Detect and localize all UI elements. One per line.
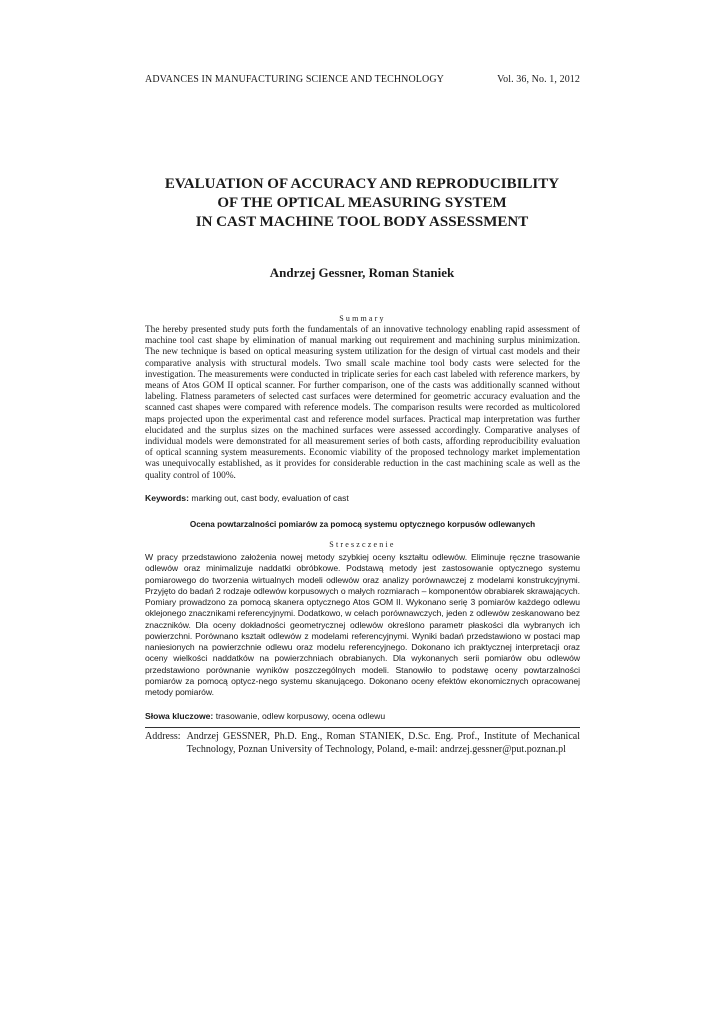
- title-line-2: OF THE OPTICAL MEASURING SYSTEM: [217, 195, 507, 211]
- summary-text: The hereby presented study puts forth the fundamentals of an innovative technology enabling rapid assessment of machine tool cast shape by elimination of manual marking out requirement and machining surplus minimization. The new technique is based on optical measuring system utilization for the design of virtual cast models and their comparative analysis with structural models. Two small scale machine tool body casts were selected for the investigation. The measurements were conducted in triplicate series for each cast labeled with reference markers, by means of Atos GOM II optical scanner. For further comparison, one of the casts was additionally scanned without labeling. Flatness parameters of selected cast surfaces were determined for geometric accuracy evaluation and the scanned cast shapes were compared with reference models. The comparison results were recorded as multicolored maps projected upon the experimental cast and reference model surfaces. Practical map interpretation was further elucidated and the surplus sizes on the machined surfaces were assessed accordingly. Comparative analyses of individual models were demonstrated for all measurement series of both casts, affording reproducibility evaluation of optical scanning system measurements. Economic viability of the proposed technology market implementation was unequivocally established, as it provides for considerable reduction in the cast machining scale as well as the quality control of 100%.: [145, 325, 580, 481]
- polish-keywords: [145, 711, 580, 722]
- authors: Andrzej Gessner, Roman Staniek: [269, 265, 455, 280]
- polish-title: Ocena powtarzalności pomiarów za pomocą systemu optycznego korpusów odlewanych: [189, 520, 536, 529]
- summary-heading: Summary: [339, 314, 386, 323]
- polish-keywords-label: Słowa kluczowe:: [145, 711, 214, 721]
- author-address: [145, 731, 580, 756]
- paper-title: [120, 175, 604, 232]
- title-line-3: IN CAST MACHINE TOOL BODY ASSESSMENT: [195, 214, 529, 230]
- keywords-value: marking out, cast body, evaluation of cast: [191, 493, 349, 503]
- running-header: [145, 74, 580, 85]
- divider-line: [145, 727, 580, 728]
- polish-keywords-value: trasowanie, odlew korpusowy, ocena odlewu: [215, 711, 386, 721]
- polish-abstract-text: W pracy przedstawiono założenia nowej metody szybkiej oceny kształtu odlewów. Eliminuje ręczne trasowanie odlewów oraz minimalizuje naddatki obróbkowe. Podstawą metody jest zastosowanie optycznego systemu pomiarowego do tworzenia wirtualnych modeli odlewów oraz analizy porównawczej z modelami konstrukcyjnymi. Przyjęto do badań 2 rodzaje odlewów korpusowych o małych rozmiarach – komponentów obrabiarek skrawających. Pomiary prowadzono za pomocą skanera optycznego Atos GOM II. Wykonano serię 3 pomiarów każdego odlewu oklejonego znacznikami referencyjnymi. Dodatkowo, w celach porównawczych, jeden z odlewów zeskanowano bez znaczników. Dla oceny dokładności geometrycznej odlewów określono parametr płaskości dla wybranych ich powierzchni. Porównano kształt odlewów z modelami referencyjnymi. Wyniki badań przedstawiono w postaci map naniesionych na powierzchnie odlewu oraz modelu referencyjnego. Dokonano ich praktycznej interpretacji oraz oceny wielkości naddatków na powierzchniach obrabianych. Dla wykonanych serii pomiarów obu odlewów przedstawiono porównanie wyników poszczególnych modeli. Stanowiło to podstawę oceny powtarzalności pomiarów za pomocą optycz-nego systemu skanującego. Dokonano oceny efektów ekonomicznych opracowanej metody pomiarów.: [145, 552, 580, 697]
- volume-info: Vol. 36, No. 1, 2012: [497, 74, 580, 85]
- journal-name: ADVANCES IN MANUFACTURING SCIENCE AND TECHNOLOGY: [145, 74, 444, 85]
- address-text: Andrzej GESSNER, Ph.D. Eng., Roman STANIEK, D.Sc. Eng. Prof., Institute of Mechanical Technology, Poznan University of Technology, Poland, e-mail: andrzej.gessner@put.poznan.pl: [186, 731, 580, 755]
- keywords: [145, 493, 580, 504]
- streszczenie-heading: Streszczenie: [329, 540, 396, 549]
- title-line-1: EVALUATION OF ACCURACY AND REPRODUCIBILITY: [164, 176, 560, 192]
- address-label: Address:: [145, 731, 181, 742]
- keywords-label: Keywords:: [145, 493, 189, 503]
